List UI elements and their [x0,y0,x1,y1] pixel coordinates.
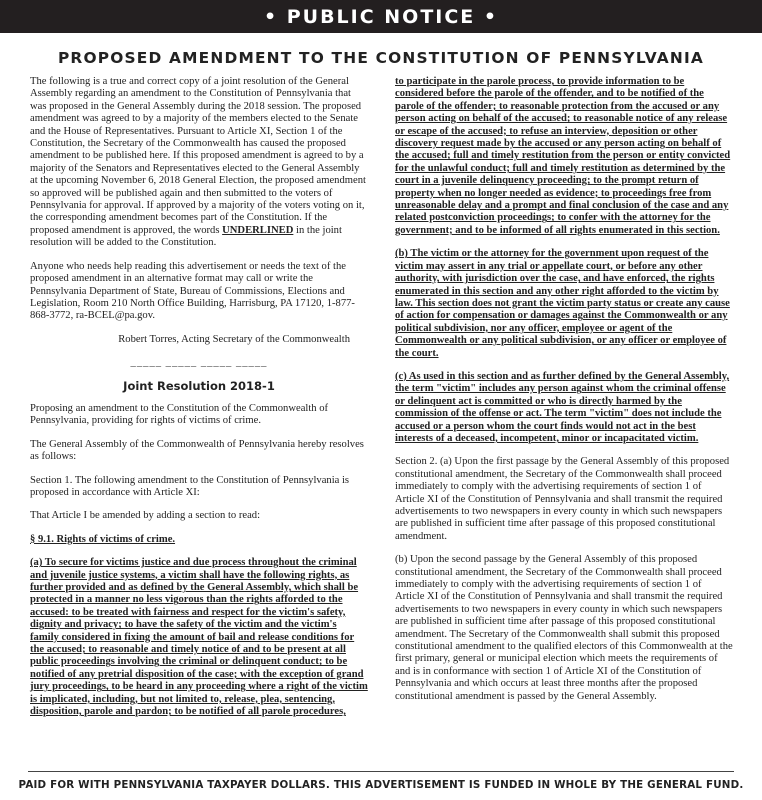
paragraph-a: (a) To secure for victims justice and due process throughout the criminal and juvenile justice systems, a victim shall have the following rights, as further provided and as defined by the General Assembly, which shall be protected in a manner no less vigorous than the rights afforded to the accused: to be treated with fairness and respect for the victim's safety, dignity and privacy; to have the safety of the victim and the victim's family considered in fixing the amount of bail and release conditions for the accused; to reasonable and timely notice of and to be present at all public proceedings involving the criminal or delinquent conduct; to be notified of any pretrial disposition of the case; with the exception of grand jury proceedings, to be heard in any proceeding where a right of the victim is implicated, including, but not limited to, release, plea, sentencing, disposition, parole and pardon; to be notified of all parole procedures, [30,557,368,718]
underlined-keyword: UNDERLINED [222,224,294,236]
proposing-paragraph: Proposing an amendment to the Constitution of the Commonwealth of Pennsylvania, providing for rights of victims of crime. [30,402,329,427]
section-1-paragraph: Section 1. The following amendment to the Constitution of Pennsylvania is proposed in accordance with Article XI: [30,474,350,498]
section-2b-paragraph: (b) Upon the second passage by the General Assembly of this proposed constitutional amendment, the Secretary of the Commonwealth shall proceed immediately to comply with the advertising requirements of section 1 of Article XI of the Constitution of Pennsylvania and shall transmit the required advertisements to two newspapers in every county in which such newspapers are published in sufficient time after passage of this proposed constitutional amendment. The Secretary of the Commonwealth shall submit this proposed constitutional amendment to the qualified electors of this Commonwealth at the first primary, general or municipal election which meets the requirements of and is in conformance with section 1 of Article XI of the Constitution of Pennsylvania and which occurs at least three months after the proposed constitutional amendment is passed by the General Assembly. [395,554,733,702]
separator: _____ _____ _____ _____ [130,357,268,369]
signature: Robert Torres, Acting Secretary of the Commonwealth [118,333,350,345]
section-heading: § 9.1. Rights of victims of crime. [30,533,176,545]
paragraph-a-continued: to participate in the parole process, to provide information to be considered before the parole of the offender, and to be notified of the parole of the offender; to reasonable protection from the accused or any person acting on behalf of the accused; to reasonable notice of any release or escape of the accused; to refuse an interview, deposition or other discovery request made by the accused or any person acting on behalf of the accused; full and timely restitution from the person or entity convicted for the unlawful conduct; full and timely restitution as determined by the court in a juvenile delinquency proceeding; to the prompt return of property when no longer needed as evidence; to proceedings free from unreasonable delay and a prompt and final conclusion of the case and any related postconviction proceedings; to confer with the attorney for the government; and to be informed of all rights enumerated in this section. [395,76,731,236]
paragraph-c: (c) As used in this section and as further defined by the General Assembly, the term "victim" includes any person against whom the criminal offense or delinquent act is committed or who is directly harmed by the commission of the offense or act. The term "victim" does not include the accused or a person whom the court finds would not act in the best interests of a deceased, incompetent, minor or incapacitated victim. [395,370,730,444]
section-2a-paragraph: Section 2. (a) Upon the first passage by the General Assembly of this proposed constitutional amendment, the Secretary of the Commonwealth shall proceed immediately to comply with the advertising requirements of section 1 of Article XI of the Constitution of Pennsylvania and shall transmit the required advertisements to two newspapers in every county in which such newspapers are published in sufficient time after passage of this proposed constitutional amendment. [395,456,730,542]
left-column [30,76,368,729]
funding-footer: PAID FOR WITH PENNSYLVANIA TAXPAYER DOLLARS. THIS ADVERTISEMENT IS FUNDED IN WHOLE BY THE GENERAL FUND. [18,779,744,791]
right-column [395,76,733,714]
intro-paragraph [30,76,368,250]
public-notice-banner: • PUBLIC NOTICE • [0,0,762,33]
intro-text-end: in the joint resolution will be added to the Constitution. [30,224,342,249]
joint-resolution-title: Joint Resolution 2018-1 [123,378,275,393]
paragraph-b: (b) The victim or the attorney for the government upon request of the victim may assert in any trial or appellate court, or before any other authority, with jurisdiction over the case, and have enforced, the rights enumerated in this section and any other right afforded to the victim by law. This section does not grant the victim party status or create any cause of action for compensation or damages against the Commonwealth or any political subdivision, nor any officer, employee or agent of the Commonwealth or any political subdivision, or any officer or employee of the court. [395,248,730,359]
page-title: PROPOSED AMENDMENT TO THE CONSTITUTION OF PENNSYLVANIA [57,49,705,67]
help-paragraph: Anyone who needs help reading this advertisement or needs the text of the proposed amendment in an alternative format may call or write the Pennsylvania Department of State, Bureau of Commissions, Elections and Legislation, Room 210 North Office Building, Harrisburg, PA 17120, 1-877-868-3772, ra-BCEL@pa.gov. [30,260,355,322]
footer-divider [28,771,734,772]
enacting-paragraph: The General Assembly of the Commonwealth of Pennsylvania hereby resolves as follows: [30,438,364,463]
article-i-paragraph: That Article I be amended by adding a section to read: [30,510,261,522]
intro-text: The following is a true and correct copy of a joint resolution of the General Assembly regarding an amendment to the Constitution of Pennsylvania that was proposed in the General Assembly during the 2018 session. The proposed amendment was agreed to by a majority of the members elected to the Senate and the House of Representatives. Pursuant to Article XI, Section 1 of the Constitution, the Secretary of the Commonwealth has caused the proposed amendment to be published here. If this proposed amendment is agreed to by a majority of the Senators and Representatives elected to the General Assembly at the upcoming November 6, 2018 General Election, the proposed amendment so approved will be published again and then submitted to the voters of Pennsylvania for approval. If approved by a majority of the voters voting on it, the corresponding amendment becomes part of the Constitution. If the proposed amendment is approved, the words [30,76,366,236]
